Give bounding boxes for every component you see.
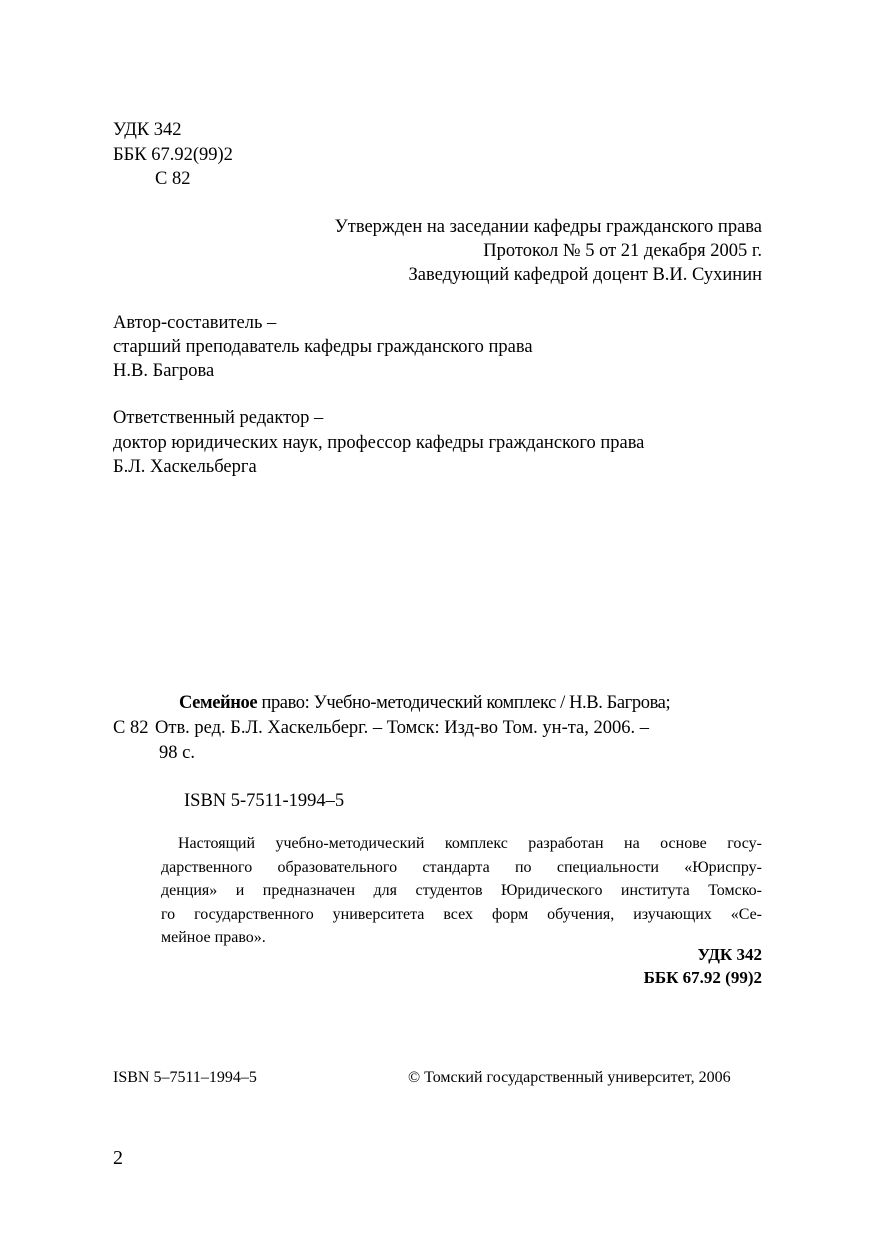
editor-position: доктор юридических наук, профессор кафедры гражданского права bbox=[113, 433, 645, 453]
compiler-role: Автор-составитель – bbox=[113, 313, 277, 333]
approval-line-1: Утвержден на заседании кафедры гражданского права bbox=[334, 217, 762, 237]
annotation-line: мейное право». bbox=[161, 929, 266, 946]
annotation-line: Настоящий учебно-методический комплекс разработан на основе госу- bbox=[178, 835, 762, 852]
approval-line-3: Заведующий кафедрой доцент В.И. Сухинин bbox=[408, 265, 762, 285]
approval-line-2: Протокол № 5 от 21 декабря 2005 г. bbox=[483, 241, 762, 261]
page-number: 2 bbox=[113, 1147, 123, 1169]
bibliographic-line-1-rest: право: Учебно-методический комплекс / Н.В. Багрова; bbox=[261, 693, 671, 713]
bibliographic-line-2: Отв. ред. Б.Л. Хаскельберг. – Томск: Изд-во Том. ун-та, 2006. – bbox=[155, 718, 650, 738]
bibliographic-line-1 bbox=[179, 694, 670, 713]
compiler-name: Н.В. Багрова bbox=[113, 361, 215, 381]
compiler-position: старший преподаватель кафедры гражданского права bbox=[113, 337, 533, 357]
isbn-main: ISBN 5-7511-1994–5 bbox=[184, 791, 345, 811]
book-title-bold: Семейное bbox=[179, 693, 258, 713]
editor-name: Б.Л. Хаскельберга bbox=[113, 457, 257, 477]
annotation-paragraph bbox=[161, 832, 762, 950]
annotation-line: дарственного образовательного стандарта по специальности «Юриспру- bbox=[161, 858, 762, 876]
annotation-bbk: ББК 67.92 (99)2 bbox=[643, 968, 762, 987]
annotation-udk: УДК 342 bbox=[697, 945, 762, 964]
udk-code: УДК 342 bbox=[113, 120, 182, 140]
bbk-code: ББК 67.92(99)2 bbox=[113, 145, 233, 165]
bibliographic-author-mark: С 82 bbox=[113, 718, 149, 738]
annotation-line: го государственного университета всех форм обучения, изучающих «Се- bbox=[161, 905, 762, 923]
author-mark: С 82 bbox=[155, 169, 191, 189]
annotation-line: денция» и предназначен для студентов Юридического института Томско- bbox=[161, 882, 762, 899]
editor-role: Ответственный редактор – bbox=[113, 408, 324, 428]
bibliographic-line-3: 98 с. bbox=[159, 743, 195, 763]
footer-isbn: ISBN 5–7511–1994–5 bbox=[113, 1069, 257, 1086]
footer-copyright: © Томский государственный университет, 2006 bbox=[408, 1069, 731, 1086]
